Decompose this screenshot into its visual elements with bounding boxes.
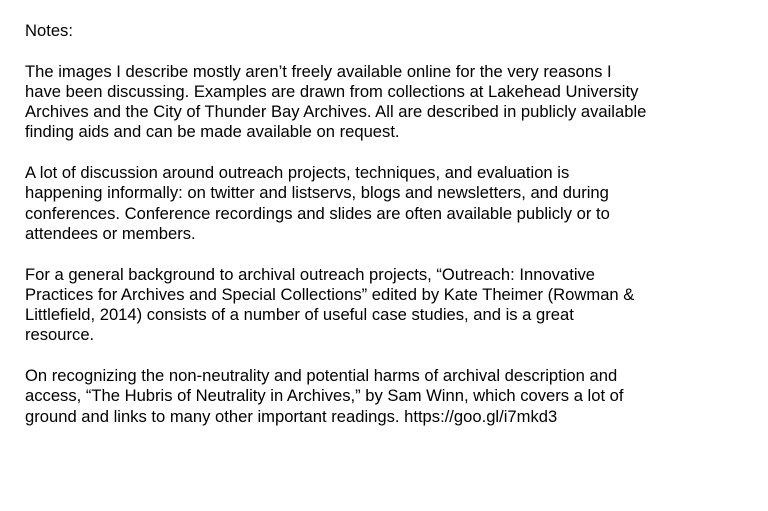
paragraph-outreach-discussion bbox=[25, 163, 755, 244]
text-line: finding aids and can be made available on request. bbox=[25, 122, 400, 142]
paragraph-availability bbox=[25, 62, 755, 143]
notes-document bbox=[25, 21, 755, 447]
notes-heading: Notes: bbox=[25, 21, 73, 40]
text-line: A lot of discussion around outreach projects, techniques, and evaluation is bbox=[25, 163, 570, 183]
text-line: The images I describe mostly aren’t freely available online for the very reasons I bbox=[25, 61, 612, 81]
text-line: resource. bbox=[25, 325, 95, 345]
text-line: Littlefield, 2014) consists of a number of useful case studies, and is a great bbox=[25, 305, 574, 325]
text-line: access, “The Hubris of Neutrality in Archives,” by Sam Winn, which covers a lot of bbox=[25, 386, 624, 406]
paragraph-neutrality bbox=[25, 366, 755, 427]
text-line: For a general background to archival outreach projects, “Outreach: Innovative bbox=[25, 264, 596, 284]
text-line: have been discussing. Examples are drawn from collections at Lakehead University bbox=[25, 81, 639, 101]
text-line: ground and links to many other important readings. https://goo.gl/i7mkd3 bbox=[25, 406, 558, 426]
paragraph-background-reading bbox=[25, 265, 755, 346]
text-line: attendees or members. bbox=[25, 223, 196, 243]
text-line: Archives and the City of Thunder Bay Archives. All are described in publicly available bbox=[25, 102, 647, 122]
text-line: Practices for Archives and Special Collections” edited by Kate Theimer (Rowman & bbox=[25, 284, 635, 304]
text-line: On recognizing the non-neutrality and potential harms of archival description and bbox=[25, 366, 618, 386]
text-line: happening informally: on twitter and listservs, blogs and newsletters, and during bbox=[25, 183, 609, 203]
text-line: conferences. Conference recordings and slides are often available publicly or to bbox=[25, 203, 610, 223]
